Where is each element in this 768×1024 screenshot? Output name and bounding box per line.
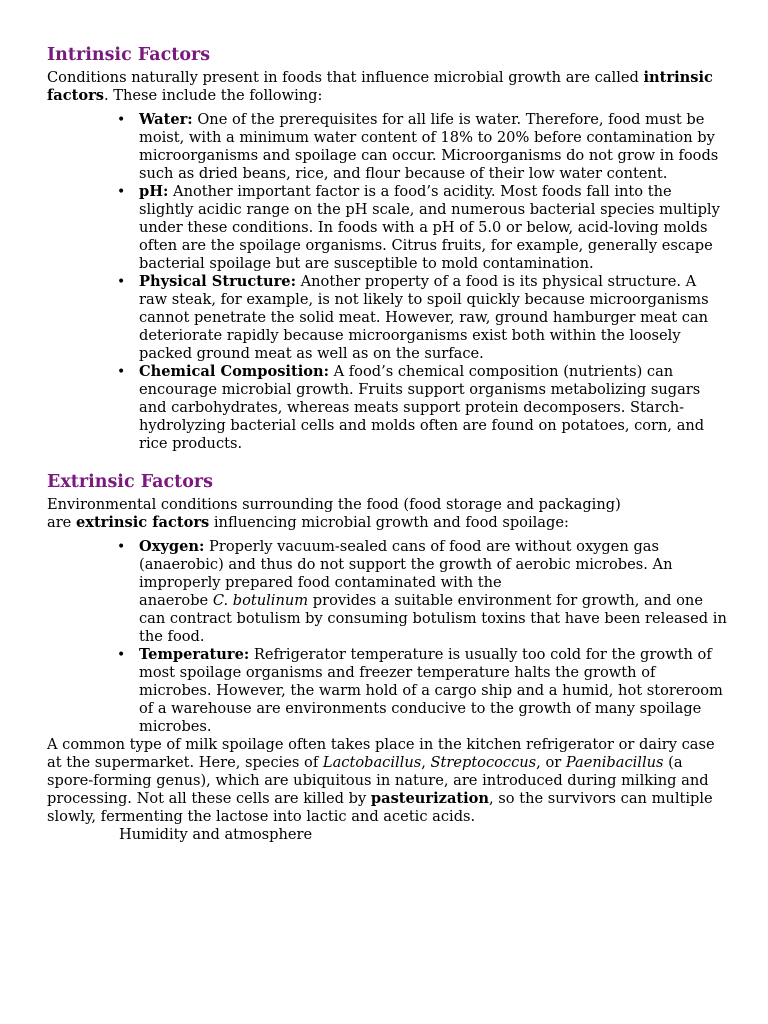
list-item-physical-structure: • Physical Structure: Another property of a food is its physical structure. A raw steak, for example, is not likely to spoil quickly because microorganisms cannot penetrate the solid meat. However, raw, ground hamburger meat can deteriorate rapidly because microorganisms exist both within the loosely packed ground meat as well as on the surface.	[117, 273, 709, 362]
milk-spoilage-paragraph: A common type of milk spoilage often takes place in the kitchen refrigerator or dairy case at the supermarket. Here, species of Lactobacillus, Streptococcus, or Paenibacillus (a spore-forming genus), which are ubiquitous in nature, are introduced during milking and processing. Not all these cells are killed by pasteurization, so the survivors can multiple slowly, fermenting the lactose into lactic and acetic acids.	[47, 736, 715, 825]
bullet-icon: •	[117, 539, 126, 555]
bullet-icon: •	[117, 364, 126, 380]
intrinsic-intro: Conditions naturally present in foods that influence microbial growth are called intrinsic factors. These include the following:	[47, 69, 713, 104]
bullet-icon: •	[117, 112, 126, 128]
bullet-icon: •	[117, 274, 126, 290]
bullet-icon: •	[117, 647, 126, 663]
extrinsic-heading: Extrinsic Factors	[47, 472, 213, 492]
bullet-icon: •	[117, 184, 126, 200]
intrinsic-list	[47, 111, 728, 453]
trailing-line: Humidity and atmosphere	[119, 826, 313, 843]
extrinsic-list	[47, 538, 728, 736]
intrinsic-heading: Intrinsic Factors	[47, 45, 211, 65]
list-item-chemical-composition: • Chemical Composition: A food’s chemical composition (nutrients) can encourage microbial growth. Fruits support organisms metabolizing sugars and carbohydrates, whereas meats support protein decomposers. Starch-hydrolyzing bacterial cells and molds often are found on potatoes, corn, and rice products.	[117, 363, 705, 452]
extrinsic-intro: Environmental conditions surrounding the food (food storage and packaging) are extrinsic factors influencing microbial growth and food spoilage:	[47, 496, 621, 531]
list-item-oxygen: • Oxygen: Properly vacuum-sealed cans of food are without oxygen gas (anaerobic) and thus do not support the growth of aerobic microbes. An improperly prepared food contaminated with the anaerobe C. botulinum provides a suitable environment for growth, and one can contract botulism by consuming botulism toxins that have been released in the food.	[117, 538, 727, 645]
list-item-temperature: • Temperature: Refrigerator temperature is usually too cold for the growth of most spoilage organisms and freezer temperature halts the growth of microbes. However, the warm hold of a cargo ship and a humid, hot storeroom of a warehouse are environments conducive to the growth of many spoilage microbes.	[117, 646, 723, 735]
intrinsic-factors-term: intrinsic factors	[47, 69, 713, 104]
list-item-water: • Water: One of the prerequisites for all life is water. Therefore, food must be moist, with a minimum water content of 18% to 20% before contamination by microorganisms and spoilage can occur. Microorganisms do not grow in foods such as dried beans, rice, and flour because of their low water content.	[117, 111, 719, 182]
list-item-ph: • pH: Another important factor is a food’s acidity. Most foods fall into the slightly acidic range on the pH scale, and numerous bacterial species multiply under these conditions. In foods with a pH of 5.0 or below, acid-loving molds often are the spoilage organisms. Citrus fruits, for example, generally escape bacterial spoilage but are susceptible to mold contamination.	[117, 183, 720, 272]
extrinsic-factors-term: extrinsic factors	[75, 514, 210, 531]
